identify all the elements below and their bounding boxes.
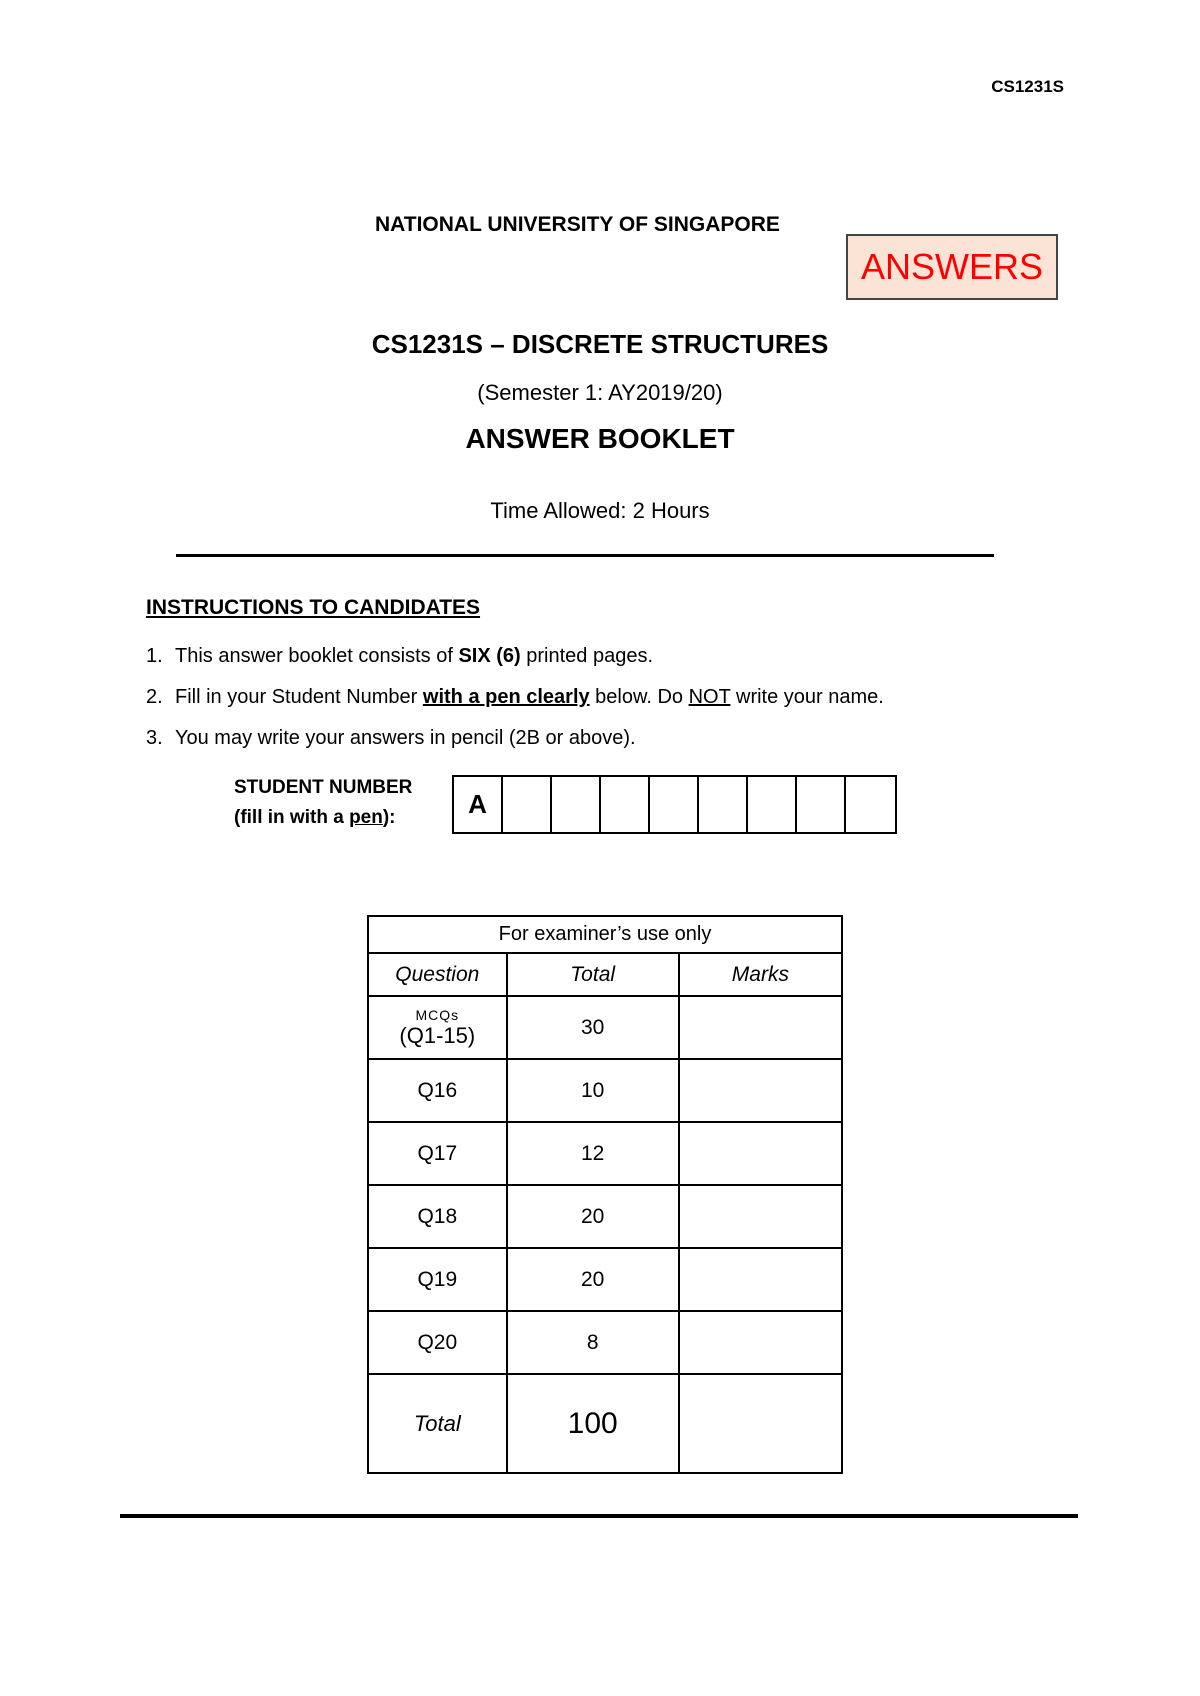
student-number-digit-box[interactable] — [797, 777, 846, 832]
student-number-digit-box[interactable] — [748, 777, 797, 832]
divider-top — [176, 554, 994, 557]
question-cell: Q20 — [368, 1311, 507, 1374]
booklet-title: ANSWER BOOKLET — [465, 423, 735, 454]
instruction-item: 2. Fill in your Student Number with a pen clearly below. Do NOT write your name. — [146, 686, 884, 708]
semester-label: (Semester 1: AY2019/20) — [477, 380, 723, 405]
marks-cell[interactable] — [679, 996, 842, 1059]
instruction-item: 1. This answer booklet consists of SIX (6) printed pages. — [146, 645, 654, 667]
examiner-table — [367, 915, 843, 1474]
student-number-digit-box[interactable] — [846, 777, 895, 832]
student-number-digit-box[interactable] — [601, 777, 650, 832]
table-row — [368, 1059, 842, 1122]
table-row — [368, 1311, 842, 1374]
table-row — [368, 996, 842, 1059]
divider-bottom — [120, 1514, 1078, 1518]
table-row — [368, 1248, 842, 1311]
question-cell: Q19 — [368, 1248, 507, 1311]
total-cell: 10 — [507, 1059, 679, 1122]
total-cell: 20 — [507, 1248, 679, 1311]
student-number-digit-box[interactable] — [650, 777, 699, 832]
table-row — [368, 1185, 842, 1248]
marks-cell[interactable] — [679, 1185, 842, 1248]
table-row — [368, 1122, 842, 1185]
column-header: Question — [368, 953, 507, 996]
student-number-digit-box[interactable] — [552, 777, 601, 832]
marks-cell[interactable] — [679, 1311, 842, 1374]
question-cell: Q16 — [368, 1059, 507, 1122]
table-total-row — [368, 1374, 842, 1473]
table-caption: For examiner’s use only — [368, 916, 842, 953]
total-cell: 12 — [507, 1122, 679, 1185]
total-label: Total — [368, 1374, 507, 1473]
instruction-item: 3. You may write your answers in pencil (2B or above). — [146, 727, 636, 749]
student-number-digit-box[interactable] — [699, 777, 748, 832]
grand-total: 100 — [507, 1374, 679, 1473]
instructions-list — [146, 636, 884, 759]
question-cell: Q17 — [368, 1122, 507, 1185]
marks-cell[interactable] — [679, 1122, 842, 1185]
time-allowed: Time Allowed: 2 Hours — [490, 498, 710, 523]
instructions-heading: INSTRUCTIONS TO CANDIDATES — [146, 596, 481, 619]
total-cell: 20 — [507, 1185, 679, 1248]
marks-total-cell[interactable] — [679, 1374, 842, 1473]
student-number-prefix: A — [454, 777, 503, 832]
course-title: CS1231S – DISCRETE STRUCTURES — [371, 329, 829, 359]
header-course-code: CS1231S — [991, 77, 1064, 96]
column-header: Marks — [679, 953, 842, 996]
marks-cell[interactable] — [679, 1059, 842, 1122]
student-number-label: STUDENT NUMBER (fill in with a pen): — [234, 777, 413, 828]
answers-stamp: ANSWERS — [846, 234, 1058, 300]
question-cell: Q18 — [368, 1185, 507, 1248]
marks-cell[interactable] — [679, 1248, 842, 1311]
student-number-boxes — [452, 775, 897, 834]
total-cell: 8 — [507, 1311, 679, 1374]
student-number-digit-box[interactable] — [503, 777, 552, 832]
question-cell: MCQs (Q1-15) — [368, 996, 507, 1059]
column-header: Total — [507, 953, 679, 996]
total-cell: 30 — [507, 996, 679, 1059]
